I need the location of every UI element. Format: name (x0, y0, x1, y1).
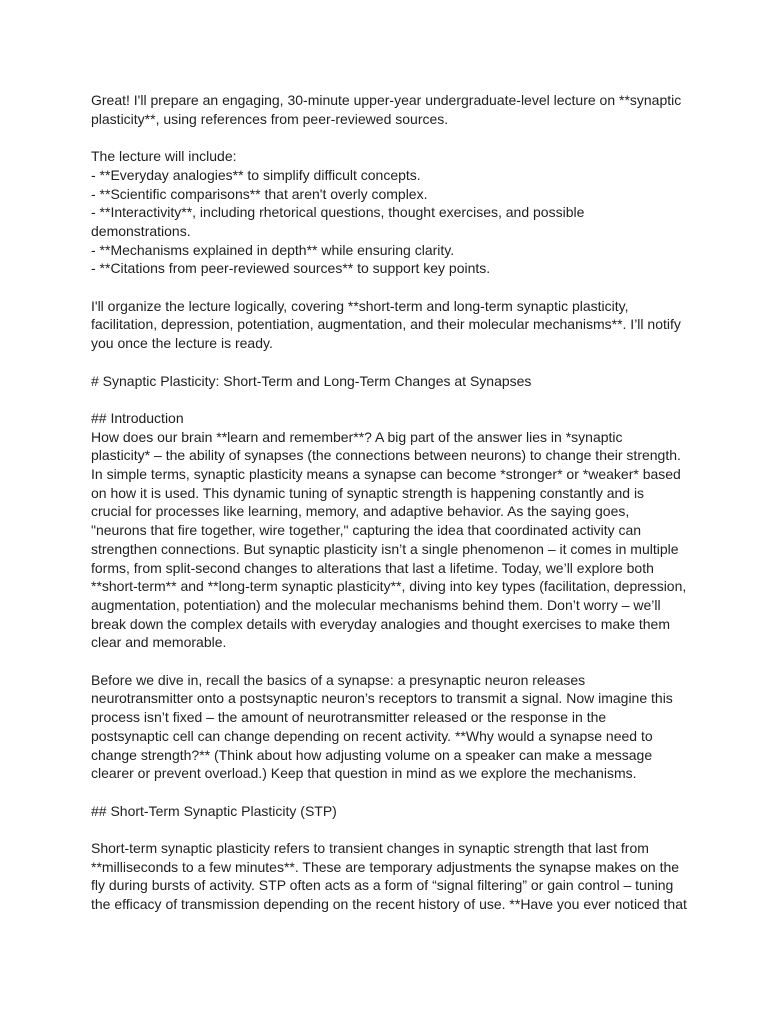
blank-line (91, 353, 680, 372)
text-line: plasticity**, using references from peer-reviewed sources. (91, 110, 449, 127)
blank-line (91, 820, 680, 839)
text-line: you once the lecture is ready. (91, 335, 273, 352)
text-line: - **Scientific comparisons** that aren't overly complex. (91, 185, 428, 202)
text-line: facilitation, depression, potentiation, augmentation, and their molecular mechanisms**. I’ll notify (91, 316, 681, 333)
blank-line (91, 652, 680, 671)
text-line: The lecture will include: (91, 148, 237, 165)
blank-line (91, 783, 680, 802)
text-line: break down the complex details with everyday analogies and thought exercises to make them (91, 615, 670, 632)
text-line: change strength?** (Think about how adjusting volume on a speaker can make a message (91, 746, 653, 763)
text-line: Short-term synaptic plasticity refers to transient changes in synaptic strength that last from (91, 840, 649, 857)
text-line: on how it is used. This dynamic tuning of synaptic strength is happening constantly and is (91, 484, 645, 501)
text-line: How does our brain **learn and remember**? A big part of the answer lies in *synaptic (91, 428, 623, 445)
text-line: Before we dive in, recall the basics of a synapse: a presynaptic neuron releases (91, 671, 586, 688)
blank-line (91, 390, 680, 409)
blank-line (91, 128, 680, 147)
text-line: **milliseconds to a few minutes**. These are temporary adjustments the synapse makes on the (91, 858, 680, 875)
text-line: process isn’t fixed – the amount of neurotransmitter released or the response in the (91, 709, 607, 726)
text-line: - **Everyday analogies** to simplify difficult concepts. (91, 166, 421, 183)
blank-line (91, 278, 680, 297)
document-body (91, 91, 687, 914)
text-line: - **Citations from peer-reviewed sources** to support key points. (91, 260, 491, 277)
text-line: postsynaptic cell can change depending on recent activity. **Why would a synapse need to (91, 727, 653, 744)
text-line: crucial for processes like learning, memory, and adaptive behavior. As the saying goes, (91, 503, 630, 520)
text-line: In simple terms, synaptic plasticity means a synapse can become *stronger* or *weaker* based (91, 466, 681, 482)
text-line: forms, from split-second changes to alterations that last a lifetime. Today, we’ll explore both (91, 559, 654, 576)
text-line: "neurons that fire together, wire together," capturing the idea that coordinated activity can (91, 522, 642, 539)
text-line: clear and memorable. (91, 634, 227, 651)
text-line: - **Interactivity**, including rhetorical questions, thought exercises, and possible (91, 204, 585, 221)
text-line: strengthen connections. But synaptic plasticity isn’t a single phenomenon – it comes in multiple (91, 540, 679, 557)
text-line: - **Mechanisms explained in depth** while ensuring clarity. (91, 241, 455, 258)
text-line: ## Short-Term Synaptic Plasticity (STP) (91, 802, 337, 819)
text-line: clearer or prevent overload.) Keep that question in mind as we explore the mechanisms. (91, 765, 637, 782)
text-line: plasticity* – the ability of synapses (the connections between neurons) to change their strength. (91, 447, 681, 464)
text-line: **short-term** and **long-term synaptic plasticity**, diving into key types (facilitation, depression, (91, 578, 687, 595)
text-line: the efficacy of transmission depending on the recent history of use. **Have you ever noticed that (91, 896, 687, 913)
text-line: I'll organize the lecture logically, covering **short-term and long-term synaptic plasticity, (91, 297, 629, 314)
text-line: fly during bursts of activity. STP often acts as a form of “signal filtering” or gain control – tuning (91, 877, 674, 894)
text-line: # Synaptic Plasticity: Short-Term and Long-Term Changes at Synapses (91, 372, 532, 389)
text-line: ## Introduction (91, 409, 184, 426)
text-line: Great! I'll prepare an engaging, 30-minute upper-year undergraduate-level lecture on **synaptic (91, 92, 682, 108)
text-line: demonstrations. (91, 222, 191, 239)
text-line: augmentation, potentiation) and the molecular mechanisms behind them. Don’t worry – we’ll (91, 596, 661, 613)
text-line: neurotransmitter onto a postsynaptic neuron’s receptors to transmit a signal. Now imagine this (91, 690, 673, 707)
